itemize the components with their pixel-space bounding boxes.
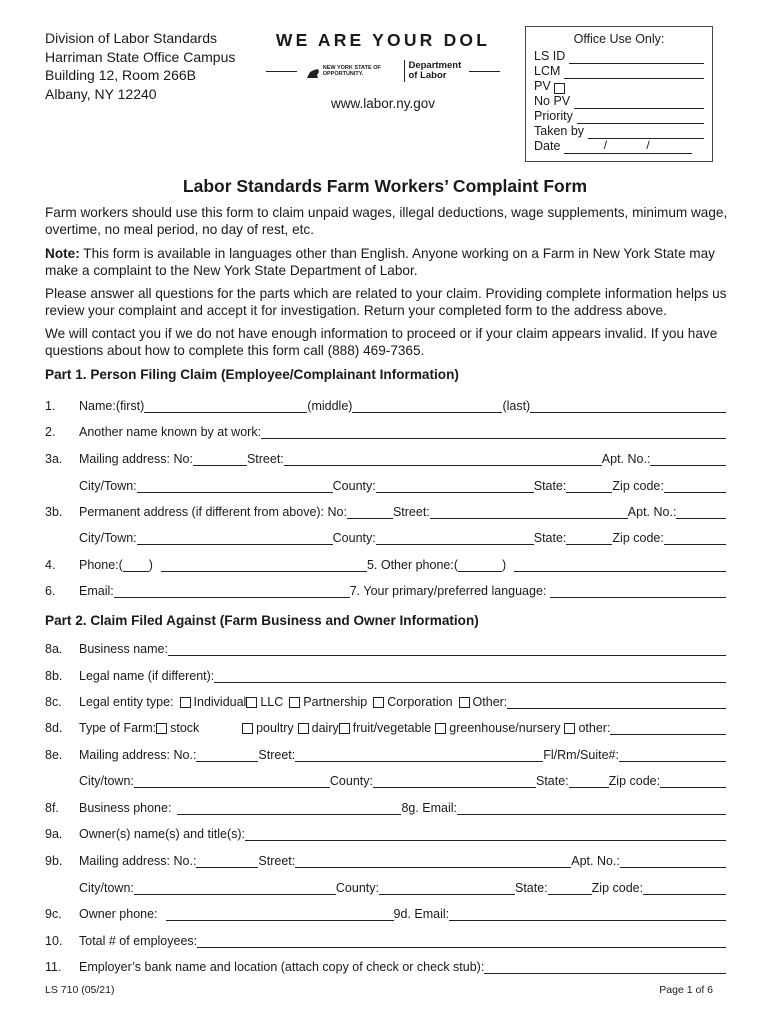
office-use-title: Office Use Only:: [573, 32, 665, 46]
note-label: Note:: [45, 246, 80, 261]
middle-name-field[interactable]: [352, 401, 502, 413]
permanent-city-field[interactable]: [137, 533, 333, 545]
office-field-ls-id: LS ID: [534, 49, 704, 64]
row-business-phone: 8f. Business phone: 8g. Email:: [45, 799, 726, 815]
row-email: 6. Email: 7. Your primary/preferred language:: [45, 582, 726, 598]
office-field-no-pv: No PV: [534, 94, 704, 109]
row-owner-address: 9b. Mailing address: No.: Street: Apt. No.:: [45, 852, 726, 868]
other-phone-area-code-field[interactable]: [458, 560, 502, 572]
entity-other-checkbox[interactable]: [459, 697, 470, 708]
office-field-priority: Priority: [534, 109, 704, 124]
dept-of-labor-text: [408, 61, 461, 81]
first-name-field[interactable]: [144, 401, 307, 413]
row-bank-info: 11. Employer’s bank name and location (attach copy of check or check stub):: [45, 958, 726, 974]
dol-logo-block: [258, 30, 508, 111]
business-city-field[interactable]: [134, 776, 330, 788]
business-county-field[interactable]: [373, 776, 536, 788]
row-other-name: 2. Another name known by at work:: [45, 423, 726, 439]
owner-no-field[interactable]: [196, 856, 258, 868]
owner-zip-field[interactable]: [643, 883, 726, 895]
phone-field[interactable]: [161, 560, 367, 572]
business-suite-field[interactable]: [619, 750, 726, 762]
form-id: LS 710 (05/21): [45, 984, 115, 996]
entity-corporation-checkbox[interactable]: [373, 697, 384, 708]
ny-state-icon: [305, 66, 321, 82]
owner-county-field[interactable]: [379, 883, 515, 895]
intro-paragraph: Farm workers should use this form to claim unpaid wages, illegal deductions, wage supplements, minimum wage, overtime, no meal period, no day of rest, etc.: [45, 205, 728, 237]
website-link[interactable]: www.labor.ny.gov: [330, 96, 436, 111]
row-owner-phone: 9c. Owner phone: 9d. Email:: [45, 905, 726, 921]
part1-heading: Part 1. Person Filing Claim (Employee/Complainant Information): [45, 367, 459, 382]
permanent-apt-field[interactable]: [676, 507, 726, 519]
logo-divider: [404, 60, 405, 82]
priority-field[interactable]: [577, 112, 704, 124]
office-field-date: Date / /: [534, 139, 704, 154]
farm-dairy-checkbox[interactable]: [298, 723, 309, 734]
owner-apt-field[interactable]: [620, 856, 726, 868]
row-mailing-address: 3a. Mailing address: No: Street: Apt. No.:: [45, 450, 726, 466]
business-street-field[interactable]: [295, 750, 543, 762]
owner-names-field[interactable]: [245, 829, 726, 841]
entity-llc-checkbox[interactable]: [246, 697, 257, 708]
farm-stock-checkbox[interactable]: [156, 723, 167, 734]
owner-phone-field[interactable]: [166, 909, 394, 921]
permanent-zip-field[interactable]: [664, 533, 726, 545]
address-line: Building 12, Room 266B: [45, 67, 196, 83]
permanent-state-field[interactable]: [566, 533, 612, 545]
permanent-no-field[interactable]: [347, 507, 393, 519]
row-phone: 4. Phone:( ) 5. Other phone:( ): [45, 556, 726, 572]
other-name-field[interactable]: [261, 427, 726, 439]
note-paragraph: [45, 246, 745, 279]
office-field-pv: PV: [534, 79, 704, 94]
row-business-name: 8a. Business name:: [45, 640, 726, 656]
contact-paragraph: We will contact you if we do not have enough information to proceed or if your claim appears invalid. If you have questions about how to complete this form call (888) 469-7365.: [45, 326, 718, 358]
farm-greenhouse-nursery-checkbox[interactable]: [435, 723, 446, 734]
mailing-state-field[interactable]: [566, 481, 612, 493]
row-owner-city: City/town: County: State: Zip code:: [45, 879, 726, 895]
owner-street-field[interactable]: [295, 856, 571, 868]
ny-state-logo: [305, 65, 400, 77]
last-name-field[interactable]: [530, 401, 726, 413]
owner-city-field[interactable]: [134, 883, 336, 895]
ny-state-text: NEW YORK STATE OF OPPORTUNITY.: [322, 65, 381, 77]
dept-line-2: of Labor: [408, 70, 447, 81]
farm-fruit-vegetable-checkbox[interactable]: [339, 723, 350, 734]
pv-checkbox[interactable]: [554, 83, 565, 94]
mailing-no-field[interactable]: [193, 454, 247, 466]
other-phone-field[interactable]: [514, 560, 726, 572]
business-phone-field[interactable]: [177, 803, 401, 815]
total-employees-field[interactable]: [197, 936, 726, 948]
permanent-county-field[interactable]: [376, 533, 534, 545]
business-no-field[interactable]: [196, 750, 258, 762]
page-number: Page 1 of 6: [659, 984, 713, 996]
business-zip-field[interactable]: [660, 776, 726, 788]
row-owner-names: 9a. Owner(s) name(s) and title(s):: [45, 825, 726, 841]
address-line: Harriman State Office Campus: [45, 48, 236, 65]
legal-name-field[interactable]: [214, 671, 726, 683]
agency-address: [45, 29, 235, 103]
bank-info-field[interactable]: [484, 962, 726, 974]
business-email-field[interactable]: [457, 803, 726, 815]
entity-partnership-checkbox[interactable]: [289, 697, 300, 708]
row-total-employees: 10. Total # of employees:: [45, 932, 726, 948]
row-legal-entity: 8c. Legal entity type: Individual LLC Partnership Corporation Other:: [45, 693, 726, 709]
tagline: WE ARE YOUR DOL: [275, 30, 491, 50]
dept-line-1: Department: [408, 60, 462, 71]
phone-area-code-field[interactable]: [123, 560, 149, 572]
instructions-paragraph: Please answer all questions for the parts which are related to your claim. Providing complete information helps us review your complaint and accept it for investigation. Return your completed form to the address above.: [45, 286, 727, 318]
mailing-zip-field[interactable]: [664, 481, 726, 493]
mailing-street-field[interactable]: [284, 454, 602, 466]
note-text: This form is available in languages other than English. Anyone working on a Farm in New York State may make a complaint to the New York State Department of Labor.: [45, 246, 715, 278]
address-line: Albany, NY 12240: [45, 85, 157, 102]
permanent-street-field[interactable]: [430, 507, 628, 519]
owner-state-field[interactable]: [548, 883, 592, 895]
row-permanent-city: City/Town: County: State: Zip code:: [45, 529, 726, 545]
farm-poultry-checkbox[interactable]: [242, 723, 253, 734]
mailing-county-field[interactable]: [376, 481, 534, 493]
business-name-field[interactable]: [168, 644, 726, 656]
mailing-apt-field[interactable]: [650, 454, 726, 466]
farm-other-checkbox[interactable]: [564, 723, 575, 734]
entity-individual-checkbox[interactable]: [180, 697, 191, 708]
row-farm-type: 8d. Type of Farm: stock poultry dairy fruit/vegetable greenhouse/nursery other:: [45, 719, 726, 735]
farm-other-field[interactable]: [610, 723, 726, 735]
owner-email-field[interactable]: [449, 909, 726, 921]
office-field-taken-by: Taken by: [534, 124, 704, 139]
row-mailing-city: City/Town: County: State: Zip code:: [45, 477, 726, 493]
mailing-city-field[interactable]: [137, 481, 333, 493]
office-field-lcm: LCM: [534, 64, 704, 79]
entity-other-field[interactable]: [507, 697, 726, 709]
logo-rule-right: [469, 71, 500, 72]
row-business-address: 8e. Mailing address: No.: Street: Fl/Rm/Suite#:: [45, 746, 726, 762]
office-use-box: [525, 26, 713, 162]
row-legal-name: 8b. Legal name (if different):: [45, 667, 726, 683]
logo-rule-left: [266, 71, 297, 72]
lcm-field[interactable]: [564, 67, 704, 79]
date-field[interactable]: / /: [564, 141, 692, 154]
no-pv-field[interactable]: [574, 97, 704, 109]
row-permanent-address: 3b. Permanent address (if different from above): No: Street: Apt. No.:: [45, 503, 726, 519]
dol-logo: [258, 58, 508, 84]
ls-id-field[interactable]: [569, 52, 704, 64]
form-title: Labor Standards Farm Workers’ Complaint Form: [182, 176, 588, 196]
email-field[interactable]: [114, 586, 350, 598]
preferred-language-field[interactable]: [550, 586, 726, 598]
row-business-city: City/town: County: State: Zip code:: [45, 772, 726, 788]
address-line: Division of Labor Standards: [45, 30, 217, 46]
row-name: 1. Name:(first) (middle) (last): [45, 397, 726, 413]
part2-heading: Part 2. Claim Filed Against (Farm Business and Owner Information): [45, 613, 479, 628]
business-state-field[interactable]: [569, 776, 609, 788]
